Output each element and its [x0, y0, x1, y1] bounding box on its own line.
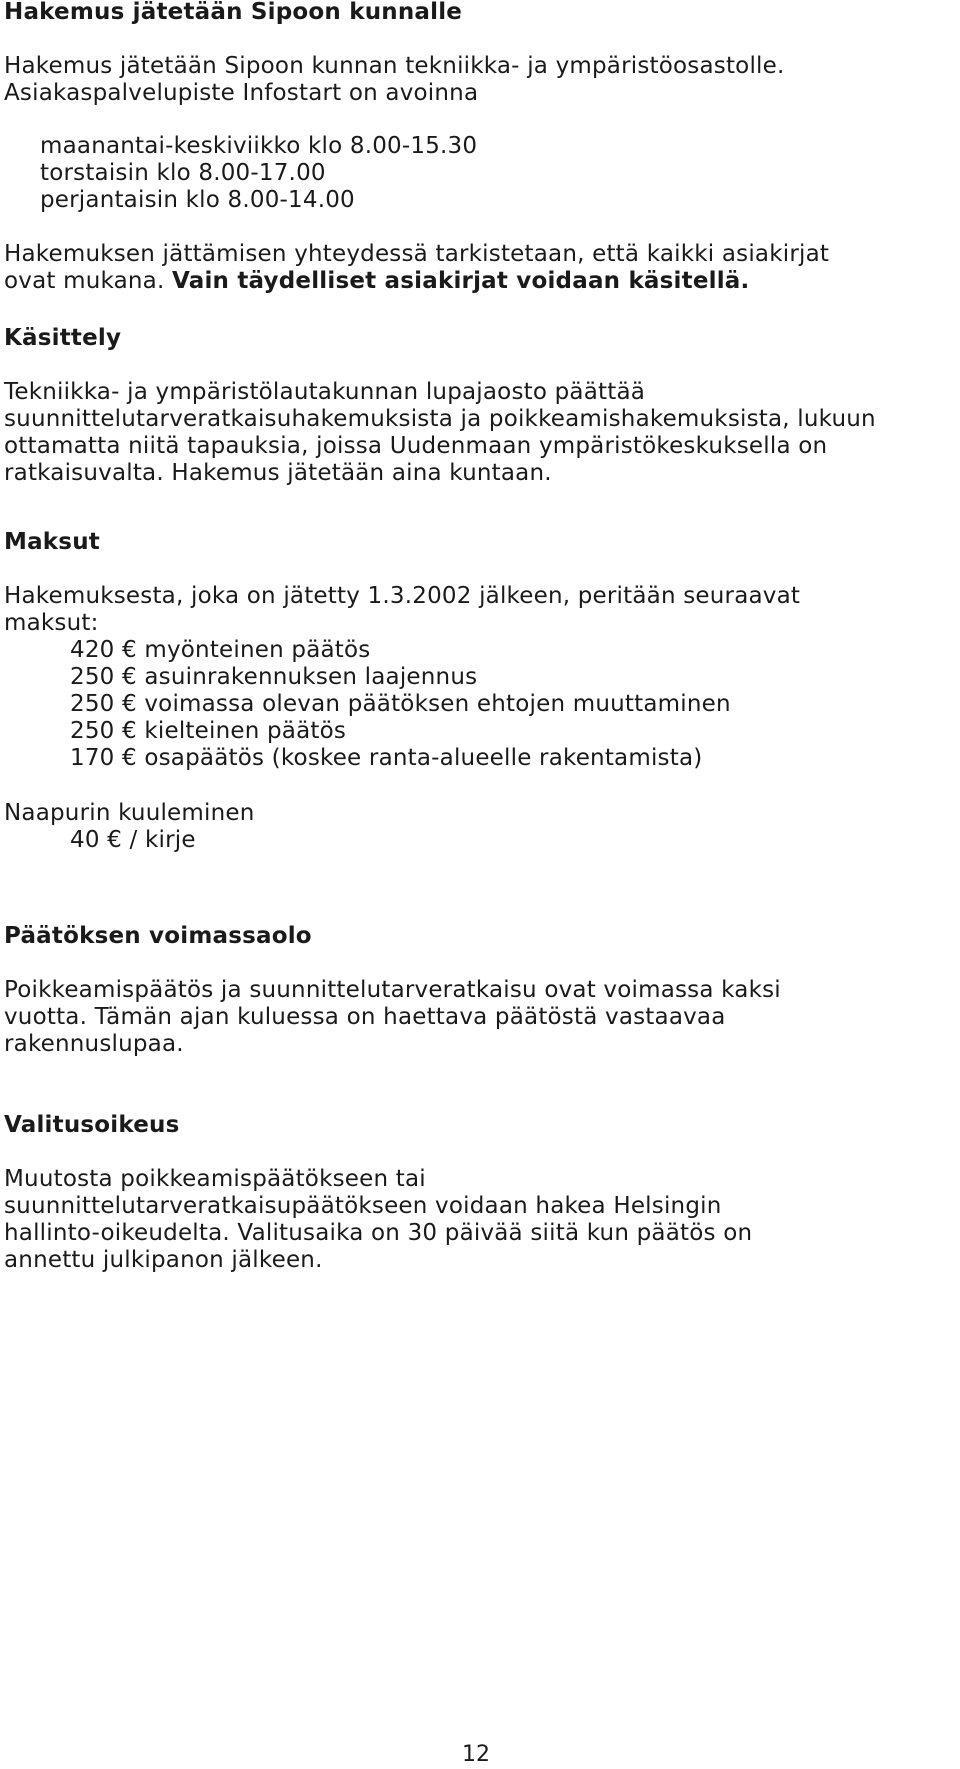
- opening-hours-line: perjantaisin klo 8.00-14.00: [40, 187, 355, 213]
- appeal-text-line: Muutosta poikkeamispäätökseen tai: [4, 1166, 426, 1192]
- appeal-text-line: suunnittelutarveratkaisupäätökseen voidaan hakea Helsingin: [4, 1193, 722, 1219]
- submit-text-emphasis: Vain täydelliset asiakirjat voidaan käsitellä.: [172, 268, 750, 294]
- fee-item: 170 € osapäätös (koskee ranta-alueelle rakentamista): [70, 745, 703, 771]
- submit-text-plain: ovat mukana.: [4, 268, 165, 294]
- processing-text-line: suunnittelutarveratkaisuhakemuksista ja poikkeamishakemuksista, lukuun: [4, 406, 876, 432]
- processing-text-line: ottamatta niitä tapauksia, joissa Uudenmaan ympäristökeskuksella on: [4, 433, 828, 459]
- fees-text-line: maksut:: [4, 610, 99, 636]
- heading-validity: Päätöksen voimassaolo: [4, 923, 312, 949]
- opening-hours-line: torstaisin klo 8.00-17.00: [40, 160, 326, 186]
- submit-text-line: Hakemus jätetään Sipoon kunnan tekniikka- ja ympäristöosastolle.: [4, 53, 785, 79]
- appeal-text-line: annettu julkipanon jälkeen.: [4, 1247, 323, 1273]
- page-number: 12: [462, 1742, 490, 1767]
- fee-item: 250 € voimassa olevan päätöksen ehtojen muuttaminen: [70, 691, 731, 717]
- fee-item: 250 € kielteinen päätös: [70, 718, 347, 744]
- processing-text-line: ratkaisuvalta. Hakemus jätetään aina kuntaan.: [4, 460, 552, 486]
- fee-item: 250 € asuinrakennuksen laajennus: [70, 664, 478, 690]
- submit-text-line: Asiakaspalvelupiste Infostart on avoinna: [4, 80, 479, 106]
- submit-text-line: Hakemuksen jättämisen yhteydessä tarkistetaan, että kaikki asiakirjat: [4, 241, 830, 267]
- validity-text-line: vuotta. Tämän ajan kuluessa on haettava päätöstä vastaavaa: [4, 1004, 726, 1030]
- heading-submit: Hakemus jätetään Sipoon kunnalle: [4, 0, 463, 25]
- neighbor-hearing-label: Naapurin kuuleminen: [4, 800, 255, 826]
- appeal-text-line: hallinto-oikeudelta. Valitusaika on 30 päivää siitä kun päätös on: [4, 1220, 753, 1246]
- fees-text-line: Hakemuksesta, joka on jätetty 1.3.2002 jälkeen, peritään seuraavat: [4, 583, 801, 609]
- opening-hours-line: maanantai-keskiviikko klo 8.00-15.30: [40, 133, 478, 159]
- neighbor-hearing-fee: 40 € / kirje: [70, 827, 196, 853]
- heading-processing: Käsittely: [4, 325, 122, 351]
- fee-item: 420 € myönteinen päätös: [70, 637, 371, 663]
- submit-text-line: [4, 266, 749, 296]
- processing-text-line: Tekniikka- ja ympäristölautakunnan lupajaosto päättää: [4, 379, 646, 405]
- validity-text-line: Poikkeamispäätös ja suunnittelutarveratkaisu ovat voimassa kaksi: [4, 977, 781, 1003]
- heading-fees: Maksut: [4, 529, 100, 555]
- validity-text-line: rakennuslupaa.: [4, 1031, 184, 1057]
- heading-appeal: Valitusoikeus: [4, 1112, 180, 1138]
